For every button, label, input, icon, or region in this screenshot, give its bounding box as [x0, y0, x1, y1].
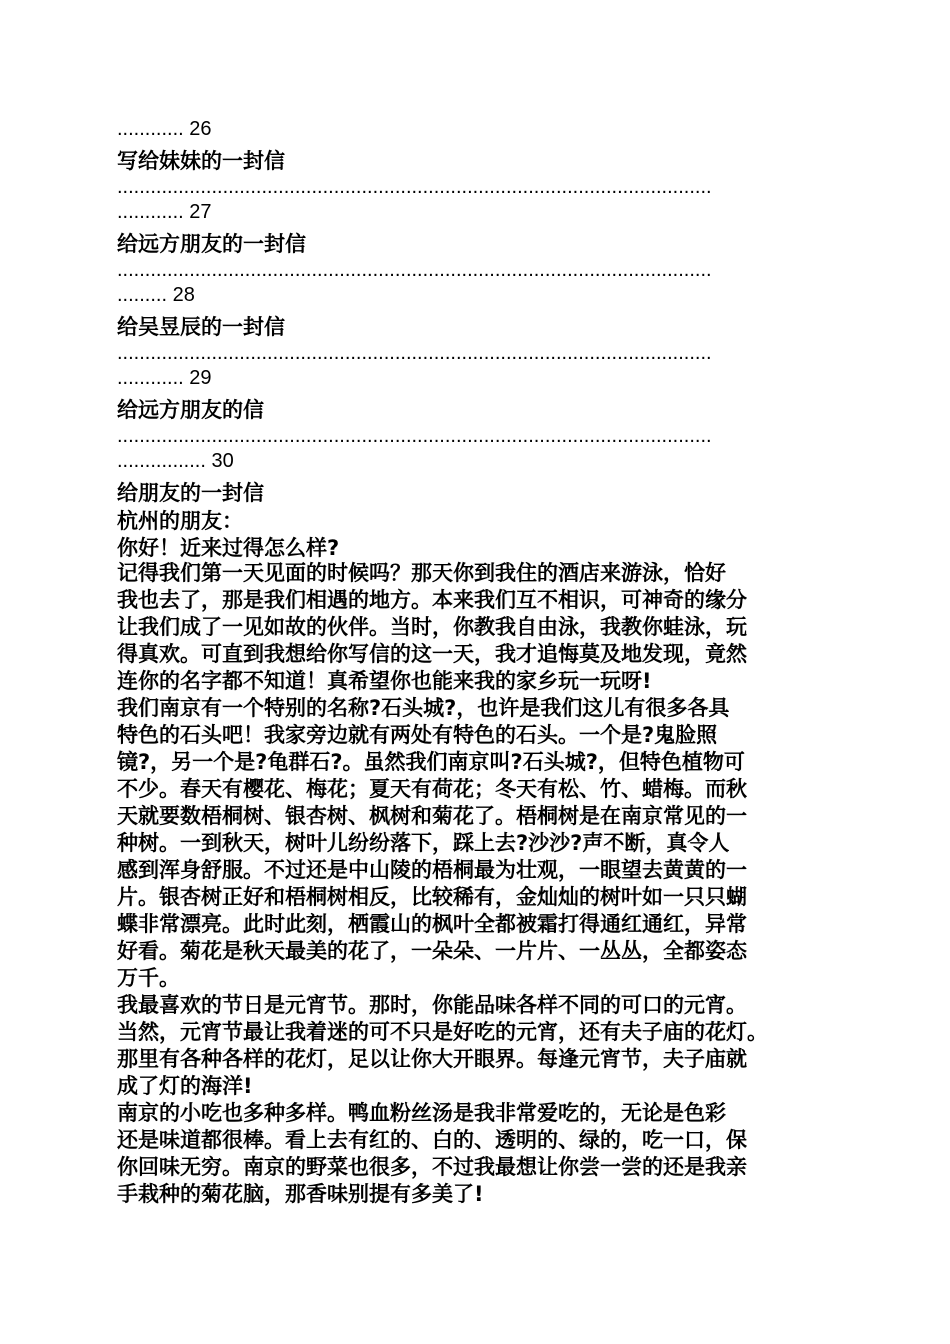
letter-line: 我们南京有一个特别的名称?石头城?，也许是我们这儿有很多各具 — [117, 696, 730, 720]
toc-entry-title: 给远方朋友的一封信 — [117, 232, 306, 256]
letter-line: 连你的名字都不知道！真希望你也能来我的家乡玩一玩呀! — [117, 669, 652, 693]
letter-line: 你好！近来过得怎么样? — [117, 536, 340, 560]
toc-entry-title: 给吴昱辰的一封信 — [117, 315, 285, 339]
letter-title: 给朋友的一封信 — [117, 481, 264, 505]
toc-page-number: ............ 26 — [117, 118, 212, 140]
toc-page-number: ......... 28 — [117, 284, 195, 306]
toc-entry-title: 写给妹妹的一封信 — [117, 149, 285, 173]
letter-line: 感到浑身舒服。不过还是中山陵的梧桐最为壮观，一眼望去黄黄的一 — [117, 858, 747, 882]
letter-line: 天就要数梧桐树、银杏树、枫树和菊花了。梧桐树是在南京常见的一 — [117, 804, 747, 828]
letter-line: 好看。菊花是秋天最美的花了，一朵朵、一片片、一丛丛，全都姿态 — [117, 939, 747, 963]
toc-entry-title: 给远方朋友的信 — [117, 398, 264, 422]
letter-line: 你回味无穷。南京的野菜也很多，不过我最想让你尝一尝的还是我亲 — [117, 1155, 747, 1179]
letter-line: 记得我们第一天见面的时候吗？那天你到我住的酒店来游泳，恰好 — [117, 561, 726, 585]
letter-line: 那里有各种各样的花灯，足以让你大开眼界。每逢元宵节，夫子庙就 — [117, 1047, 747, 1071]
letter-line: 让我们成了一见如故的伙伴。当时，你教我自由泳，我教你蛙泳，玩 — [117, 615, 747, 639]
toc-page-number: ............ 27 — [117, 201, 212, 223]
letter-line: 得真欢。可直到我想给你写信的这一天，我才追悔莫及地发现，竟然 — [117, 642, 747, 666]
letter-line: 我最喜欢的节日是元宵节。那时，你能品味各样不同的可口的元宵。 — [117, 993, 747, 1017]
letter-line: 蝶非常漂亮。此时此刻，栖霞山的枫叶全都被霜打得通红通红，异常 — [117, 912, 747, 936]
toc-page-number: ................ 30 — [117, 450, 234, 472]
letter-line: 片。银杏树正好和梧桐树相反，比较稀有，金灿灿的树叶如一只只蝴 — [117, 885, 747, 909]
letter-line: 我也去了，那是我们相遇的地方。本来我们互不相识，可神奇的缘分 — [117, 588, 747, 612]
toc-leader-dots: ........................................................................................................... — [117, 425, 712, 447]
letter-line: 不少。春天有樱花、梅花；夏天有荷花；冬天有松、竹、蜡梅。而秋 — [117, 777, 747, 801]
toc-leader-dots: ........................................................................................................... — [117, 342, 712, 364]
letter-line: 镜?，另一个是?龟群石?。虽然我们南京叫?石头城?，但特色植物可 — [117, 750, 745, 774]
letter-line: 当然，元宵节最让我着迷的可不只是好吃的元宵，还有夫子庙的花灯。 — [117, 1020, 768, 1044]
toc-leader-dots: ........................................................................................................... — [117, 259, 712, 281]
letter-line: 万千。 — [117, 966, 180, 990]
letter-line: 南京的小吃也多种多样。鸭血粉丝汤是我非常爱吃的，无论是色彩 — [117, 1101, 726, 1125]
toc-leader-dots: ........................................................................................................... — [117, 176, 712, 198]
toc-page-number: ............ 29 — [117, 367, 212, 389]
letter-line: 手栽种的菊花脑，那香味别提有多美了! — [117, 1182, 484, 1206]
letter-line: 杭州的朋友： — [117, 509, 243, 533]
letter-line: 种树。一到秋天，树叶儿纷纷落下，踩上去?沙沙?声不断，真令人 — [117, 831, 730, 855]
letter-line: 特色的石头吧！我家旁边就有两处有特色的石头。一个是?鬼脸照 — [117, 723, 718, 747]
letter-line: 成了灯的海洋! — [117, 1074, 253, 1098]
letter-line: 还是味道都很棒。看上去有红的、白的、透明的、绿的，吃一口，保 — [117, 1128, 747, 1152]
